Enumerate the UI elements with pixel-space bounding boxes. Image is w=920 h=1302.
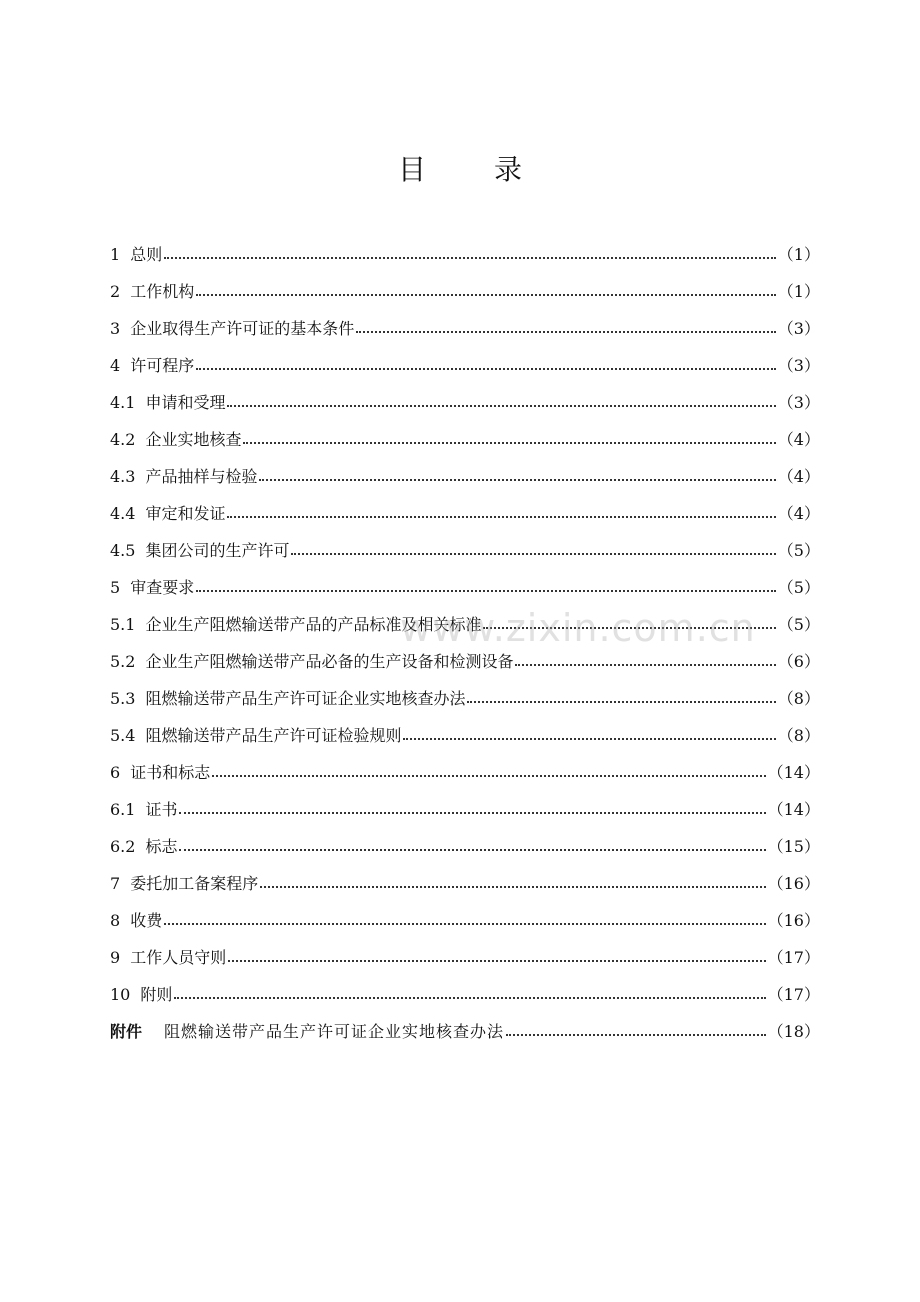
toc-leader-dots <box>196 590 776 592</box>
toc-entry-title: 阻燃输送带产品生产许可证检验规则 <box>145 726 402 745</box>
toc-entry-page: （ 3 ） <box>778 347 820 384</box>
toc-entry-page: （ 6 ） <box>778 643 820 680</box>
toc-leader-dots <box>179 812 765 814</box>
toc-entry-page: （ 16 ） <box>768 902 820 939</box>
toc-entry-number: 10 <box>110 985 131 1004</box>
toc-leader-dots <box>227 516 775 518</box>
toc-entry-page: （ 17 ） <box>768 976 820 1013</box>
toc-entry-title: 审定和发证 <box>145 504 226 523</box>
toc-entry-title: 企业生产阻燃输送带产品的产品标准及相关标准 <box>145 615 482 634</box>
toc-entry-page: （ 5 ） <box>778 569 820 606</box>
toc-entry-number: 4 <box>110 356 121 375</box>
toc-entry[interactable] <box>110 791 820 828</box>
toc-entry[interactable] <box>110 532 820 569</box>
toc-entry[interactable] <box>110 310 820 347</box>
toc-entry-number: 6.2 <box>110 837 136 856</box>
toc-entry[interactable] <box>110 902 820 939</box>
toc-entry[interactable] <box>110 1013 820 1050</box>
toc-entry-page: （ 16 ） <box>768 865 820 902</box>
toc-leader-dots <box>506 1034 766 1036</box>
toc-entry-number: 4.3 <box>110 467 136 486</box>
toc-leader-dots <box>356 331 776 333</box>
toc-entry-number: 2 <box>110 282 121 301</box>
toc-leader-dots <box>164 923 765 925</box>
toc-entry-number: 4.1 <box>110 393 136 412</box>
toc-entry-page: （ 5 ） <box>778 606 820 643</box>
toc-leader-dots <box>179 849 765 851</box>
toc-leader-dots <box>291 553 775 555</box>
toc-entry-page: （ 14 ） <box>768 754 820 791</box>
toc-entry-number: 4.4 <box>110 504 136 523</box>
toc-entry-page: （ 4 ） <box>778 495 820 532</box>
toc-entry-page: （ 15 ） <box>768 828 820 865</box>
toc-leader-dots <box>515 664 775 666</box>
toc-entry-page: （ 4 ） <box>778 421 820 458</box>
toc-entry[interactable] <box>110 865 820 902</box>
toc-entry[interactable] <box>110 421 820 458</box>
toc-entry-title: 证书和标志 <box>130 763 211 782</box>
toc-entry-title: 许可程序 <box>130 356 195 375</box>
toc-entry-number: 5.2 <box>110 652 136 671</box>
toc-entry-number: 9 <box>110 948 121 967</box>
toc-entry[interactable] <box>110 347 820 384</box>
toc-leader-dots <box>228 960 765 962</box>
toc-entry[interactable] <box>110 495 820 532</box>
toc-entry-title: 标志 <box>145 837 178 856</box>
toc-leader-dots <box>212 775 765 777</box>
toc-entry-number: 5.3 <box>110 689 136 708</box>
toc-entry[interactable] <box>110 680 820 717</box>
toc-entry-number: 5.1 <box>110 615 136 634</box>
toc-entry-number: 6 <box>110 763 121 782</box>
toc-entry-number: 附件 <box>110 1022 143 1041</box>
toc-entry-number: 8 <box>110 911 121 930</box>
toc-entry-page: （ 3 ） <box>778 384 820 421</box>
toc-entry-page: （ 8 ） <box>778 680 820 717</box>
toc-entry-page: （ 1 ） <box>778 236 820 273</box>
toc-entry-number: 5.4 <box>110 726 136 745</box>
toc-entry-number: 7 <box>110 874 121 893</box>
title-char-right: 录 <box>494 153 523 186</box>
toc-entry-page: （ 5 ） <box>778 532 820 569</box>
toc-entry-title: 企业取得生产许可证的基本条件 <box>130 319 355 338</box>
toc-entry-title: 产品抽样与检验 <box>145 467 258 486</box>
toc-entry[interactable] <box>110 569 820 606</box>
toc-leader-dots <box>467 701 775 703</box>
toc-entry-title: 工作人员守则 <box>130 948 227 967</box>
title-char-left: 目 <box>397 153 426 186</box>
toc-entry-title: 附则 <box>140 985 173 1004</box>
toc-entry-title: 证书 <box>145 800 178 819</box>
toc-entry-number: 5 <box>110 578 121 597</box>
toc-entry-page: （ 1 ） <box>778 273 820 310</box>
toc-entry-title: 工作机构 <box>130 282 195 301</box>
watermark: www.zixin.com.cn <box>400 606 756 650</box>
page-title <box>0 148 920 188</box>
toc-entry[interactable] <box>110 236 820 273</box>
toc-entry-page: （ 4 ） <box>778 458 820 495</box>
toc-entry-page: （ 8 ） <box>778 717 820 754</box>
toc-entry-title: 审查要求 <box>130 578 195 597</box>
toc-entry-number: 3 <box>110 319 121 338</box>
toc-entry-number: 6.1 <box>110 800 136 819</box>
toc-leader-dots <box>260 886 765 888</box>
toc-leader-dots <box>164 257 776 259</box>
toc-entry[interactable] <box>110 458 820 495</box>
toc-entry[interactable] <box>110 939 820 976</box>
toc-entry-title: 申请和受理 <box>145 393 226 412</box>
toc-entry-number: 4.5 <box>110 541 136 560</box>
toc-entry[interactable] <box>110 717 820 754</box>
toc-entry-number: 4.2 <box>110 430 136 449</box>
toc-leader-dots <box>259 479 775 481</box>
toc-entry[interactable] <box>110 754 820 791</box>
toc-entry[interactable] <box>110 384 820 421</box>
toc-entry-title: 总则 <box>130 245 163 264</box>
toc-entry[interactable] <box>110 273 820 310</box>
toc-entry-title: 企业实地核查 <box>145 430 242 449</box>
toc-leader-dots <box>243 442 775 444</box>
toc-entry-number: 1 <box>110 245 121 264</box>
toc-entry-page: （ 18 ） <box>768 1013 820 1050</box>
toc-entry[interactable] <box>110 976 820 1013</box>
toc-leader-dots <box>174 997 765 999</box>
toc-entry-title: 阻燃输送带产品生产许可证企业实地核查办法 <box>164 1022 505 1041</box>
toc-leader-dots <box>403 738 775 740</box>
toc-entry-title: 阻燃输送带产品生产许可证企业实地核查办法 <box>145 689 466 708</box>
toc-entry[interactable] <box>110 828 820 865</box>
toc-entry-title: 委托加工备案程序 <box>130 874 259 893</box>
toc-leader-dots <box>196 294 776 296</box>
toc-entry-page: （ 14 ） <box>768 791 820 828</box>
toc-leader-dots <box>196 368 776 370</box>
toc-entry-title: 收费 <box>130 911 163 930</box>
toc-entry-page: （ 3 ） <box>778 310 820 347</box>
toc-entry-title: 企业生产阻燃输送带产品必备的生产设备和检测设备 <box>145 652 514 671</box>
toc-entry-title: 集团公司的生产许可 <box>145 541 290 560</box>
toc-entry-page: （ 17 ） <box>768 939 820 976</box>
toc-leader-dots <box>227 405 775 407</box>
